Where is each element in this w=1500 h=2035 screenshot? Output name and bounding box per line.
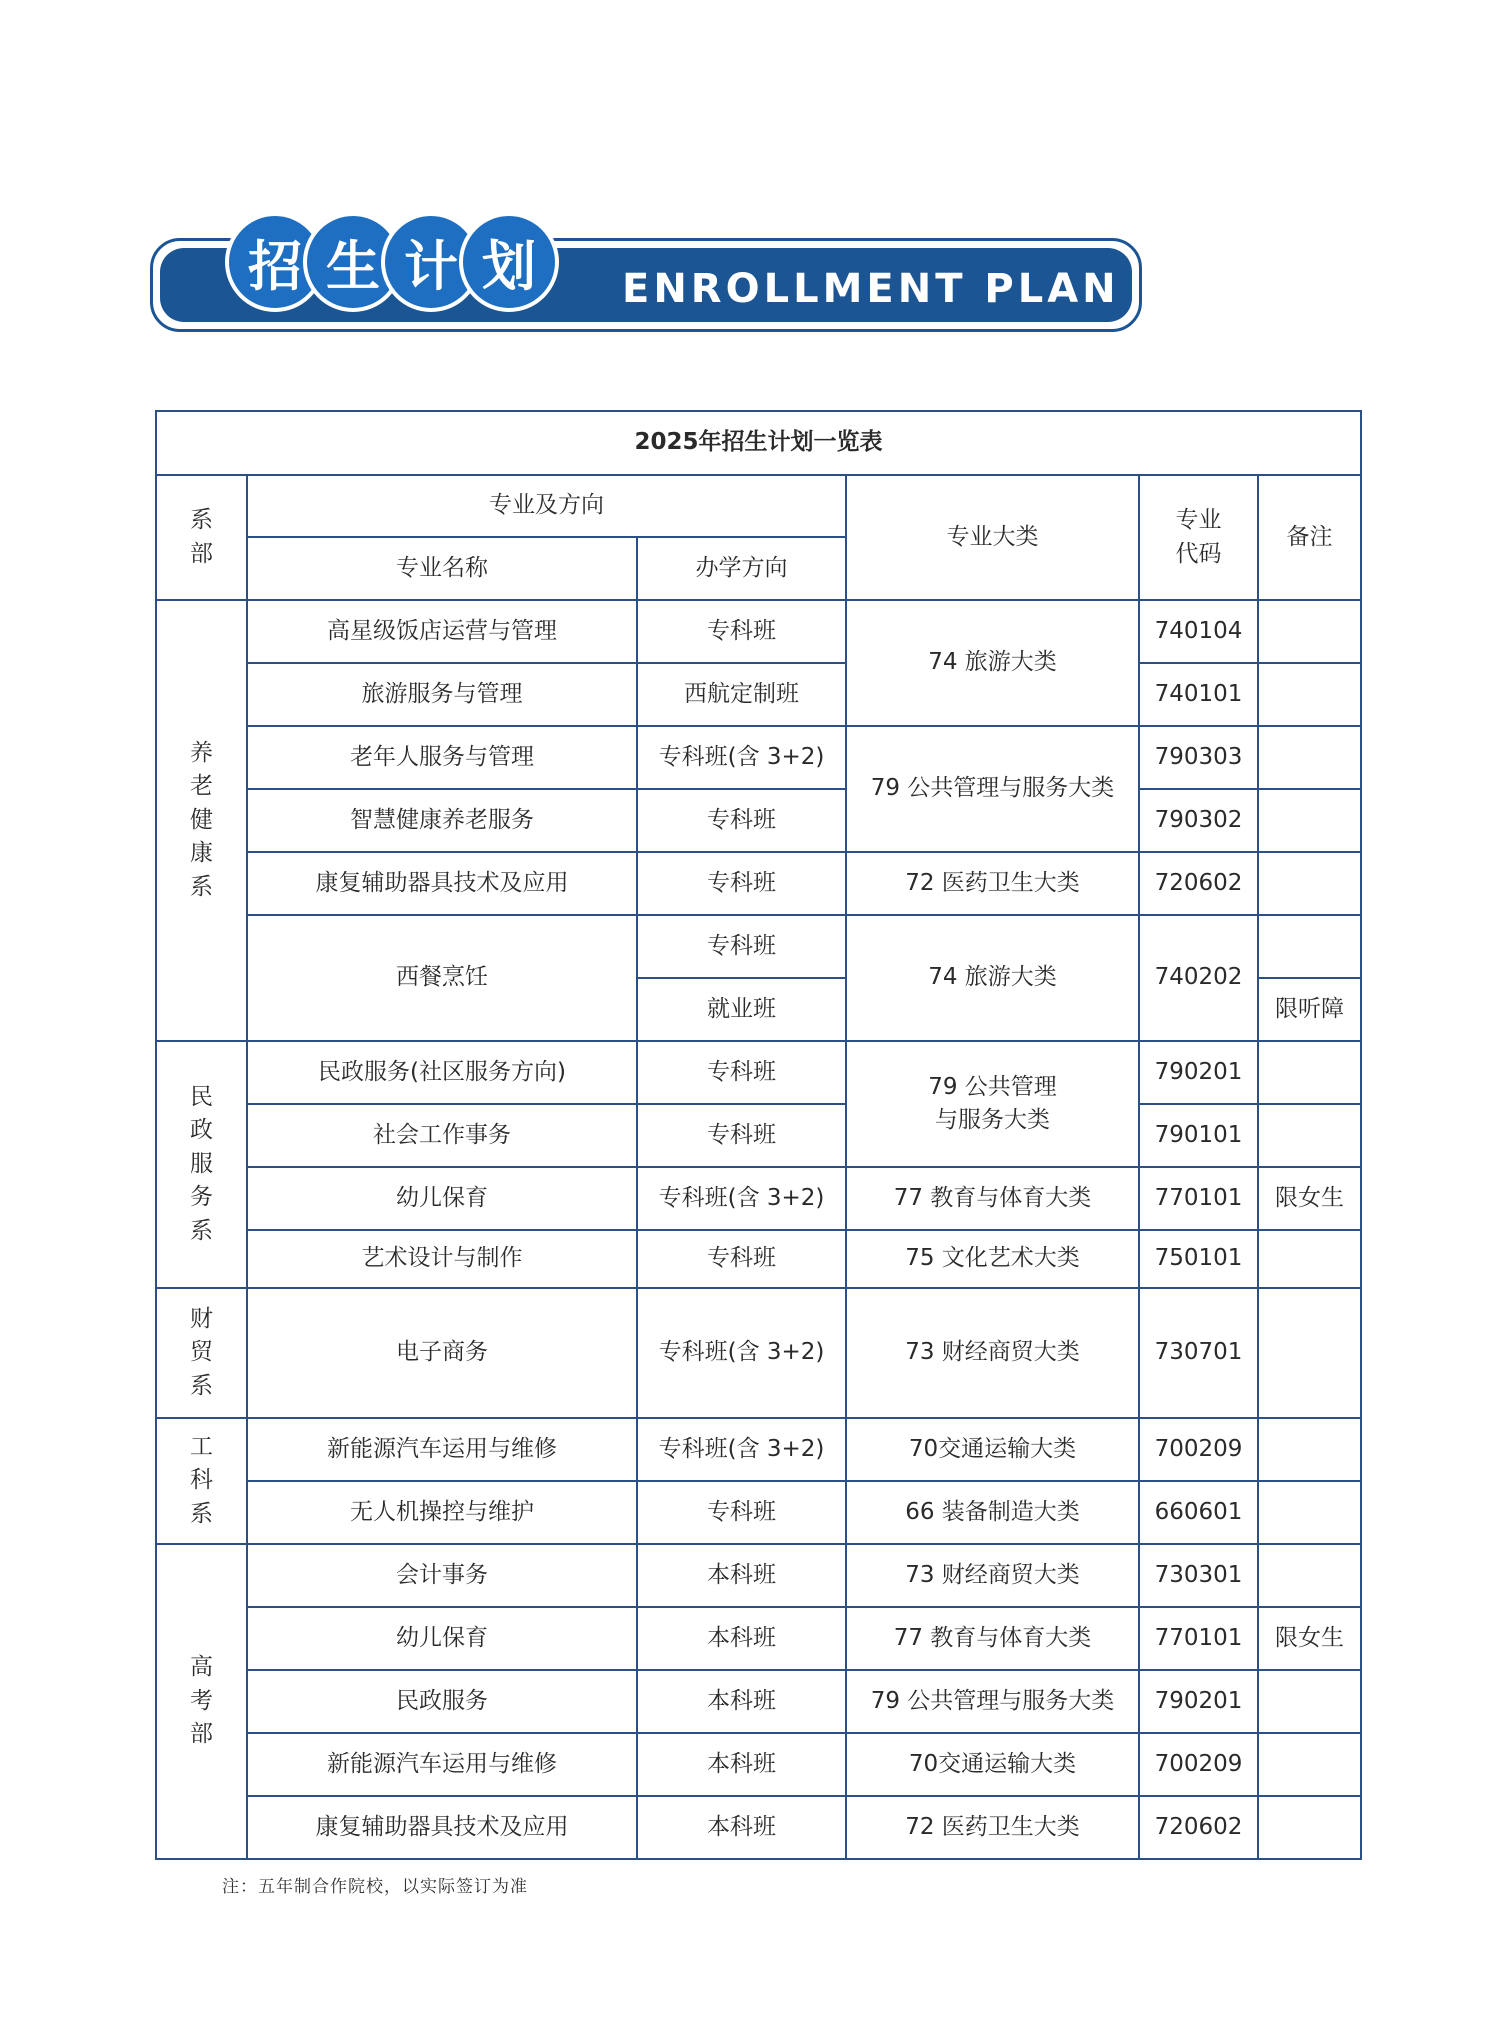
remark-cell: 限女生 bbox=[1258, 1607, 1361, 1670]
dept-cell: 民 政 服 务 系 bbox=[156, 1041, 247, 1288]
major-cell: 幼儿保育 bbox=[247, 1167, 637, 1230]
table-row bbox=[156, 1670, 1361, 1733]
table-row bbox=[156, 600, 1361, 663]
category-cell: 79 公共管理 与服务大类 bbox=[846, 1041, 1139, 1167]
direction-cell: 本科班 bbox=[637, 1796, 846, 1859]
category-cell: 74 旅游大类 bbox=[846, 600, 1139, 726]
category-cell: 77 教育与体育大类 bbox=[846, 1607, 1139, 1670]
category-cell: 75 文化艺术大类 bbox=[846, 1230, 1139, 1288]
remark-cell bbox=[1258, 1288, 1361, 1418]
direction-cell: 专科班 bbox=[637, 1104, 846, 1167]
category-cell: 70交通运输大类 bbox=[846, 1418, 1139, 1481]
header-major-name: 专业名称 bbox=[247, 537, 637, 600]
direction-cell: 就业班 bbox=[637, 978, 846, 1041]
direction-cell: 本科班 bbox=[637, 1544, 846, 1607]
major-cell: 社会工作事务 bbox=[247, 1104, 637, 1167]
header-category: 专业大类 bbox=[846, 475, 1139, 600]
category-cell: 74 旅游大类 bbox=[846, 915, 1139, 1041]
major-cell: 电子商务 bbox=[247, 1288, 637, 1418]
direction-cell: 专科班 bbox=[637, 852, 846, 915]
header-major-group: 专业及方向 bbox=[247, 475, 846, 537]
banner-char-circle: 计 bbox=[381, 212, 481, 312]
code-cell: 770101 bbox=[1139, 1607, 1258, 1670]
direction-cell: 专科班 bbox=[637, 1481, 846, 1544]
table-row bbox=[156, 852, 1361, 915]
table-row bbox=[156, 1481, 1361, 1544]
major-cell: 高星级饭店运营与管理 bbox=[247, 600, 637, 663]
dept-cell: 财 贸 系 bbox=[156, 1288, 247, 1418]
table-title: 2025年招生计划一览表 bbox=[156, 411, 1361, 475]
remark-cell bbox=[1258, 1796, 1361, 1859]
remark-cell bbox=[1258, 852, 1361, 915]
direction-cell: 专科班(含 3+2) bbox=[637, 1288, 846, 1418]
code-cell: 720602 bbox=[1139, 1796, 1258, 1859]
major-cell: 康复辅助器具技术及应用 bbox=[247, 852, 637, 915]
direction-cell: 专科班(含 3+2) bbox=[637, 1418, 846, 1481]
code-cell: 730701 bbox=[1139, 1288, 1258, 1418]
code-cell: 750101 bbox=[1139, 1230, 1258, 1288]
table-row bbox=[156, 1607, 1361, 1670]
category-cell: 79 公共管理与服务大类 bbox=[846, 1670, 1139, 1733]
table-row bbox=[156, 915, 1361, 978]
code-cell: 700209 bbox=[1139, 1418, 1258, 1481]
table-row bbox=[156, 1544, 1361, 1607]
major-cell: 民政服务 bbox=[247, 1670, 637, 1733]
major-cell: 无人机操控与维护 bbox=[247, 1481, 637, 1544]
code-cell: 660601 bbox=[1139, 1481, 1258, 1544]
direction-cell: 本科班 bbox=[637, 1607, 846, 1670]
banner-char-circle: 招 bbox=[225, 212, 325, 312]
direction-cell: 本科班 bbox=[637, 1670, 846, 1733]
direction-cell: 专科班 bbox=[637, 1041, 846, 1104]
table-row bbox=[156, 1167, 1361, 1230]
direction-cell: 专科班 bbox=[637, 600, 846, 663]
category-cell: 70交通运输大类 bbox=[846, 1733, 1139, 1796]
footnote: 注：五年制合作院校，以实际签订为准 bbox=[222, 1877, 528, 1897]
code-cell: 770101 bbox=[1139, 1167, 1258, 1230]
code-cell: 730301 bbox=[1139, 1544, 1258, 1607]
direction-cell: 本科班 bbox=[637, 1733, 846, 1796]
major-cell: 会计事务 bbox=[247, 1544, 637, 1607]
dept-cell: 高 考 部 bbox=[156, 1544, 247, 1859]
direction-cell: 专科班 bbox=[637, 915, 846, 978]
header-remark: 备注 bbox=[1258, 475, 1361, 600]
code-cell: 740202 bbox=[1139, 915, 1258, 1041]
remark-cell bbox=[1258, 1418, 1361, 1481]
direction-cell: 专科班(含 3+2) bbox=[637, 726, 846, 789]
remark-cell: 限女生 bbox=[1258, 1167, 1361, 1230]
code-cell: 740101 bbox=[1139, 663, 1258, 726]
table-row bbox=[156, 1230, 1361, 1288]
remark-cell bbox=[1258, 1230, 1361, 1288]
code-cell: 720602 bbox=[1139, 852, 1258, 915]
remark-cell bbox=[1258, 1041, 1361, 1104]
major-cell: 艺术设计与制作 bbox=[247, 1230, 637, 1288]
table-row bbox=[156, 789, 1361, 852]
code-cell: 790201 bbox=[1139, 1041, 1258, 1104]
major-cell: 西餐烹饪 bbox=[247, 915, 637, 1041]
header-direction: 办学方向 bbox=[637, 537, 846, 600]
code-cell: 790302 bbox=[1139, 789, 1258, 852]
dept-cell: 养 老 健 康 系 bbox=[156, 600, 247, 1041]
major-cell: 智慧健康养老服务 bbox=[247, 789, 637, 852]
table-row bbox=[156, 1733, 1361, 1796]
banner-english-title: ENROLLMENT PLAN bbox=[622, 266, 1120, 312]
category-cell: 77 教育与体育大类 bbox=[846, 1167, 1139, 1230]
table-row bbox=[156, 663, 1361, 726]
banner-char-circle: 生 bbox=[303, 212, 403, 312]
enrollment-plan-table bbox=[155, 410, 1362, 1860]
remark-cell bbox=[1258, 1544, 1361, 1607]
major-cell: 新能源汽车运用与维修 bbox=[247, 1418, 637, 1481]
category-cell: 66 装备制造大类 bbox=[846, 1481, 1139, 1544]
remark-cell bbox=[1258, 789, 1361, 852]
remark-cell: 限听障 bbox=[1258, 978, 1361, 1041]
category-cell: 73 财经商贸大类 bbox=[846, 1288, 1139, 1418]
table-row bbox=[156, 1418, 1361, 1481]
major-cell: 旅游服务与管理 bbox=[247, 663, 637, 726]
category-cell: 72 医药卫生大类 bbox=[846, 1796, 1139, 1859]
category-cell: 72 医药卫生大类 bbox=[846, 852, 1139, 915]
table-row bbox=[156, 1796, 1361, 1859]
code-cell: 790303 bbox=[1139, 726, 1258, 789]
direction-cell: 专科班 bbox=[637, 1230, 846, 1288]
major-cell: 新能源汽车运用与维修 bbox=[247, 1733, 637, 1796]
remark-cell bbox=[1258, 663, 1361, 726]
banner-char-circle: 划 bbox=[459, 212, 559, 312]
direction-cell: 专科班(含 3+2) bbox=[637, 1167, 846, 1230]
code-cell: 790101 bbox=[1139, 1104, 1258, 1167]
table-row bbox=[156, 1041, 1361, 1104]
table-row bbox=[156, 1104, 1361, 1167]
header-dept: 系 部 bbox=[156, 475, 247, 600]
major-cell: 康复辅助器具技术及应用 bbox=[247, 1796, 637, 1859]
remark-cell bbox=[1258, 600, 1361, 663]
remark-cell bbox=[1258, 1670, 1361, 1733]
table-row bbox=[156, 726, 1361, 789]
major-cell: 民政服务(社区服务方向) bbox=[247, 1041, 637, 1104]
remark-cell bbox=[1258, 1481, 1361, 1544]
dept-cell: 工 科 系 bbox=[156, 1418, 247, 1544]
category-cell: 79 公共管理与服务大类 bbox=[846, 726, 1139, 852]
major-cell: 幼儿保育 bbox=[247, 1607, 637, 1670]
code-cell: 740104 bbox=[1139, 600, 1258, 663]
table-row bbox=[156, 1288, 1361, 1418]
category-cell: 73 财经商贸大类 bbox=[846, 1544, 1139, 1607]
direction-cell: 西航定制班 bbox=[637, 663, 846, 726]
direction-cell: 专科班 bbox=[637, 789, 846, 852]
remark-cell bbox=[1258, 1104, 1361, 1167]
remark-cell bbox=[1258, 915, 1361, 978]
code-cell: 700209 bbox=[1139, 1733, 1258, 1796]
header-code: 专业 代码 bbox=[1139, 475, 1258, 600]
remark-cell bbox=[1258, 726, 1361, 789]
code-cell: 790201 bbox=[1139, 1670, 1258, 1733]
major-cell: 老年人服务与管理 bbox=[247, 726, 637, 789]
remark-cell bbox=[1258, 1733, 1361, 1796]
